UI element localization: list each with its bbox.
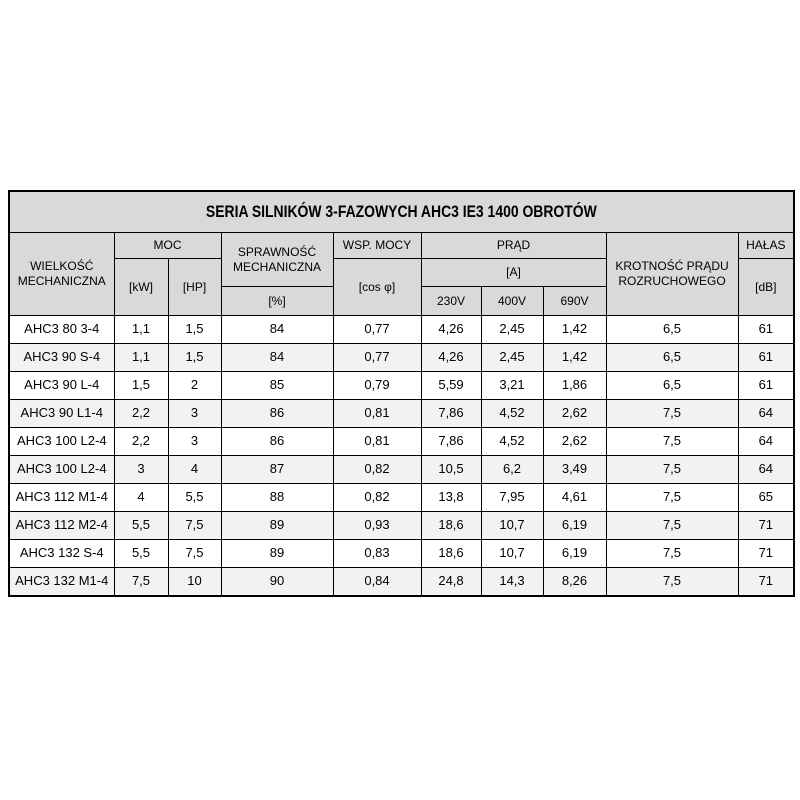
current-400v-cell: 6,2 [481, 456, 543, 484]
header-db-unit: [dB] [738, 259, 794, 316]
current-400v-cell: 2,45 [481, 344, 543, 372]
cos-phi-cell: 0,81 [333, 428, 421, 456]
efficiency-cell: 89 [221, 540, 333, 568]
efficiency-cell: 90 [221, 568, 333, 596]
current-230v-cell: 18,6 [421, 540, 481, 568]
header-hp-unit: [HP] [168, 259, 221, 316]
current-400v-cell: 4,52 [481, 400, 543, 428]
current-400v-cell: 10,7 [481, 540, 543, 568]
efficiency-cell: 86 [221, 428, 333, 456]
kw-cell: 2,2 [114, 400, 168, 428]
efficiency-cell: 84 [221, 344, 333, 372]
header-noise: HAŁAS [738, 233, 794, 259]
kw-cell: 1,1 [114, 344, 168, 372]
cos-phi-cell: 0,79 [333, 372, 421, 400]
hp-cell: 2 [168, 372, 221, 400]
header-current: PRĄD [421, 233, 606, 259]
starting-current-ratio-cell: 7,5 [606, 484, 738, 512]
table-title-cell [9, 191, 794, 233]
header-voltage-400: 400V [481, 287, 543, 316]
cos-phi-cell: 0,83 [333, 540, 421, 568]
starting-current-ratio-cell: 7,5 [606, 400, 738, 428]
header-efficiency: SPRAWNOŚĆ MECHANICZNA [221, 233, 333, 287]
current-400v-cell: 3,21 [481, 372, 543, 400]
efficiency-cell: 89 [221, 512, 333, 540]
kw-cell: 5,5 [114, 512, 168, 540]
starting-current-ratio-cell: 6,5 [606, 316, 738, 344]
noise-cell: 61 [738, 372, 794, 400]
current-230v-cell: 13,8 [421, 484, 481, 512]
motor-specs-table [8, 190, 795, 597]
current-230v-cell: 7,86 [421, 428, 481, 456]
motor-model-cell: AHC3 112 M1-4 [9, 484, 114, 512]
noise-cell: 64 [738, 456, 794, 484]
current-400v-cell: 10,7 [481, 512, 543, 540]
cos-phi-cell: 0,84 [333, 568, 421, 596]
table-title-row [9, 191, 794, 233]
noise-cell: 71 [738, 540, 794, 568]
hp-cell: 10 [168, 568, 221, 596]
table-row [9, 372, 794, 400]
noise-cell: 61 [738, 344, 794, 372]
header-voltage-230: 230V [421, 287, 481, 316]
noise-cell: 65 [738, 484, 794, 512]
starting-current-ratio-cell: 7,5 [606, 512, 738, 540]
current-690v-cell: 1,86 [543, 372, 606, 400]
current-690v-cell: 4,61 [543, 484, 606, 512]
table-row [9, 344, 794, 372]
current-400v-cell: 2,45 [481, 316, 543, 344]
hp-cell: 5,5 [168, 484, 221, 512]
starting-current-ratio-cell: 7,5 [606, 568, 738, 596]
hp-cell: 4 [168, 456, 221, 484]
kw-cell: 3 [114, 456, 168, 484]
table-row [9, 316, 794, 344]
header-power: MOC [114, 233, 221, 259]
current-230v-cell: 18,6 [421, 512, 481, 540]
motor-model-cell: AHC3 90 L-4 [9, 372, 114, 400]
efficiency-cell: 86 [221, 400, 333, 428]
kw-cell: 7,5 [114, 568, 168, 596]
header-voltage-690: 690V [543, 287, 606, 316]
starting-current-ratio-cell: 6,5 [606, 344, 738, 372]
current-690v-cell: 6,19 [543, 512, 606, 540]
current-400v-cell: 4,52 [481, 428, 543, 456]
current-690v-cell: 1,42 [543, 316, 606, 344]
table-row [9, 456, 794, 484]
kw-cell: 1,5 [114, 372, 168, 400]
current-230v-cell: 7,86 [421, 400, 481, 428]
efficiency-cell: 84 [221, 316, 333, 344]
table-title: SERIA SILNIKÓW 3-FAZOWYCH AHC3 IE3 1400 OBROTÓW [206, 202, 597, 222]
noise-cell: 64 [738, 400, 794, 428]
starting-current-ratio-cell: 7,5 [606, 540, 738, 568]
hp-cell: 7,5 [168, 512, 221, 540]
efficiency-cell: 88 [221, 484, 333, 512]
table-row [9, 400, 794, 428]
motor-model-cell: AHC3 90 L1-4 [9, 400, 114, 428]
cos-phi-cell: 0,77 [333, 316, 421, 344]
cos-phi-cell: 0,81 [333, 400, 421, 428]
current-690v-cell: 2,62 [543, 428, 606, 456]
current-230v-cell: 4,26 [421, 344, 481, 372]
header-percent-unit: [%] [221, 287, 333, 316]
current-690v-cell: 1,42 [543, 344, 606, 372]
hp-cell: 3 [168, 400, 221, 428]
efficiency-cell: 85 [221, 372, 333, 400]
motor-model-cell: AHC3 100 L2-4 [9, 428, 114, 456]
current-230v-cell: 4,26 [421, 316, 481, 344]
hp-cell: 7,5 [168, 540, 221, 568]
kw-cell: 4 [114, 484, 168, 512]
current-690v-cell: 6,19 [543, 540, 606, 568]
motor-model-cell: AHC3 90 S-4 [9, 344, 114, 372]
cos-phi-cell: 0,82 [333, 456, 421, 484]
motor-model-cell: AHC3 132 S-4 [9, 540, 114, 568]
table-row [9, 484, 794, 512]
noise-cell: 64 [738, 428, 794, 456]
kw-cell: 5,5 [114, 540, 168, 568]
cos-phi-cell: 0,77 [333, 344, 421, 372]
header-cos-phi-unit: [cos φ] [333, 259, 421, 316]
current-230v-cell: 24,8 [421, 568, 481, 596]
hp-cell: 3 [168, 428, 221, 456]
cos-phi-cell: 0,82 [333, 484, 421, 512]
efficiency-cell: 87 [221, 456, 333, 484]
current-230v-cell: 10,5 [421, 456, 481, 484]
current-690v-cell: 2,62 [543, 400, 606, 428]
kw-cell: 2,2 [114, 428, 168, 456]
motor-model-cell: AHC3 132 M1-4 [9, 568, 114, 596]
noise-cell: 71 [738, 512, 794, 540]
current-400v-cell: 14,3 [481, 568, 543, 596]
current-690v-cell: 3,49 [543, 456, 606, 484]
starting-current-ratio-cell: 7,5 [606, 428, 738, 456]
noise-cell: 61 [738, 316, 794, 344]
header-power-factor: WSP. MOCY [333, 233, 421, 259]
table-row [9, 512, 794, 540]
motor-model-cell: AHC3 80 3-4 [9, 316, 114, 344]
table-row [9, 540, 794, 568]
motor-model-cell: AHC3 100 L2-4 [9, 456, 114, 484]
motor-model-cell: AHC3 112 M2-4 [9, 512, 114, 540]
current-400v-cell: 7,95 [481, 484, 543, 512]
header-kw-unit: [kW] [114, 259, 168, 316]
header-row-1 [9, 233, 794, 259]
cos-phi-cell: 0,93 [333, 512, 421, 540]
hp-cell: 1,5 [168, 344, 221, 372]
starting-current-ratio-cell: 7,5 [606, 456, 738, 484]
current-690v-cell: 8,26 [543, 568, 606, 596]
table-row [9, 428, 794, 456]
header-starting-current-ratio: KROTNOŚĆ PRĄDU ROZRUCHOWEGO [606, 233, 738, 316]
current-230v-cell: 5,59 [421, 372, 481, 400]
starting-current-ratio-cell: 6,5 [606, 372, 738, 400]
header-ampere-unit: [A] [421, 259, 606, 287]
noise-cell: 71 [738, 568, 794, 596]
hp-cell: 1,5 [168, 316, 221, 344]
table-row [9, 568, 794, 596]
header-mechanical-size: WIELKOŚĆ MECHANICZNA [9, 233, 114, 316]
kw-cell: 1,1 [114, 316, 168, 344]
